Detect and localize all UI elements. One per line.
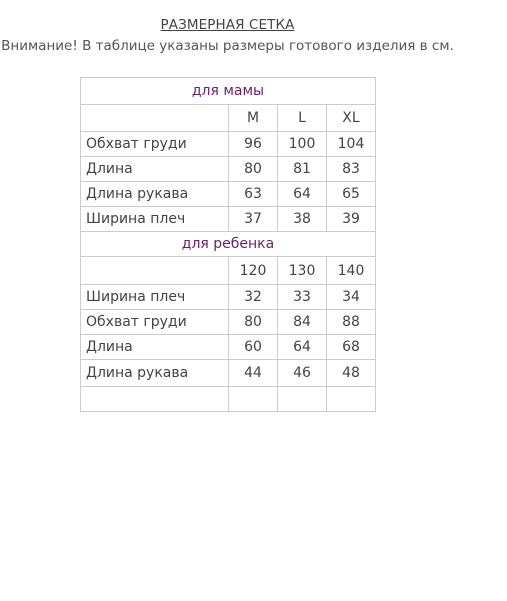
measure-value: 81 (278, 157, 327, 182)
section-title-child: для ребенка (81, 232, 376, 257)
table-row (81, 335, 376, 360)
size-header-cell: XL (327, 105, 376, 132)
measure-value: 100 (278, 132, 327, 157)
table-row (81, 132, 376, 157)
size-header-cell: 130 (278, 257, 327, 285)
measure-value: 88 (327, 310, 376, 335)
measure-value: 64 (278, 335, 327, 360)
measure-label: Длина (81, 335, 229, 360)
size-header-row (81, 257, 376, 285)
measure-value: 34 (327, 285, 376, 310)
measure-value: 80 (229, 157, 278, 182)
section-header-row (81, 232, 376, 257)
section-header-row (81, 78, 376, 105)
measure-value: 38 (278, 207, 327, 232)
measure-value: 60 (229, 335, 278, 360)
size-header-cell: L (278, 105, 327, 132)
measure-value: 46 (278, 360, 327, 387)
size-header-cell: 120 (229, 257, 278, 285)
measure-label: Длина (81, 157, 229, 182)
size-header-blank (81, 105, 229, 132)
measure-value: 64 (278, 182, 327, 207)
size-header-row (81, 105, 376, 132)
measure-value: 80 (229, 310, 278, 335)
measure-value: 37 (229, 207, 278, 232)
measure-value: 68 (327, 335, 376, 360)
measure-value: 39 (327, 207, 376, 232)
measure-value: 65 (327, 182, 376, 207)
table-row (81, 310, 376, 335)
measure-value: 83 (327, 157, 376, 182)
measure-value: 63 (229, 182, 278, 207)
measure-value: 32 (229, 285, 278, 310)
measure-label: Длина рукава (81, 182, 229, 207)
empty-cell (229, 387, 278, 412)
measure-label: Длина рукава (81, 360, 229, 387)
measure-value: 104 (327, 132, 376, 157)
measure-value: 48 (327, 360, 376, 387)
table-row (81, 285, 376, 310)
measure-value: 84 (278, 310, 327, 335)
empty-cell (278, 387, 327, 412)
section-title-mother: для мамы (81, 78, 376, 105)
empty-cell (327, 387, 376, 412)
measure-label: Обхват груди (81, 132, 229, 157)
size-header-cell: 140 (327, 257, 376, 285)
empty-cell (81, 387, 229, 412)
table-row (81, 182, 376, 207)
measure-value: 33 (278, 285, 327, 310)
page-title: РАЗМЕРНАЯ СЕТКА (160, 17, 295, 33)
empty-row (81, 387, 376, 412)
size-table (80, 77, 376, 412)
measure-label: Ширина плеч (81, 207, 229, 232)
table-row (81, 207, 376, 232)
measure-label: Обхват груди (81, 310, 229, 335)
table-row (81, 360, 376, 387)
table-row (81, 157, 376, 182)
size-header-cell: M (229, 105, 278, 132)
size-notice: Внимание! В таблице указаны размеры готового изделия в см. (1, 38, 454, 54)
size-header-blank (81, 257, 229, 285)
measure-value: 96 (229, 132, 278, 157)
measure-value: 44 (229, 360, 278, 387)
measure-label: Ширина плеч (81, 285, 229, 310)
